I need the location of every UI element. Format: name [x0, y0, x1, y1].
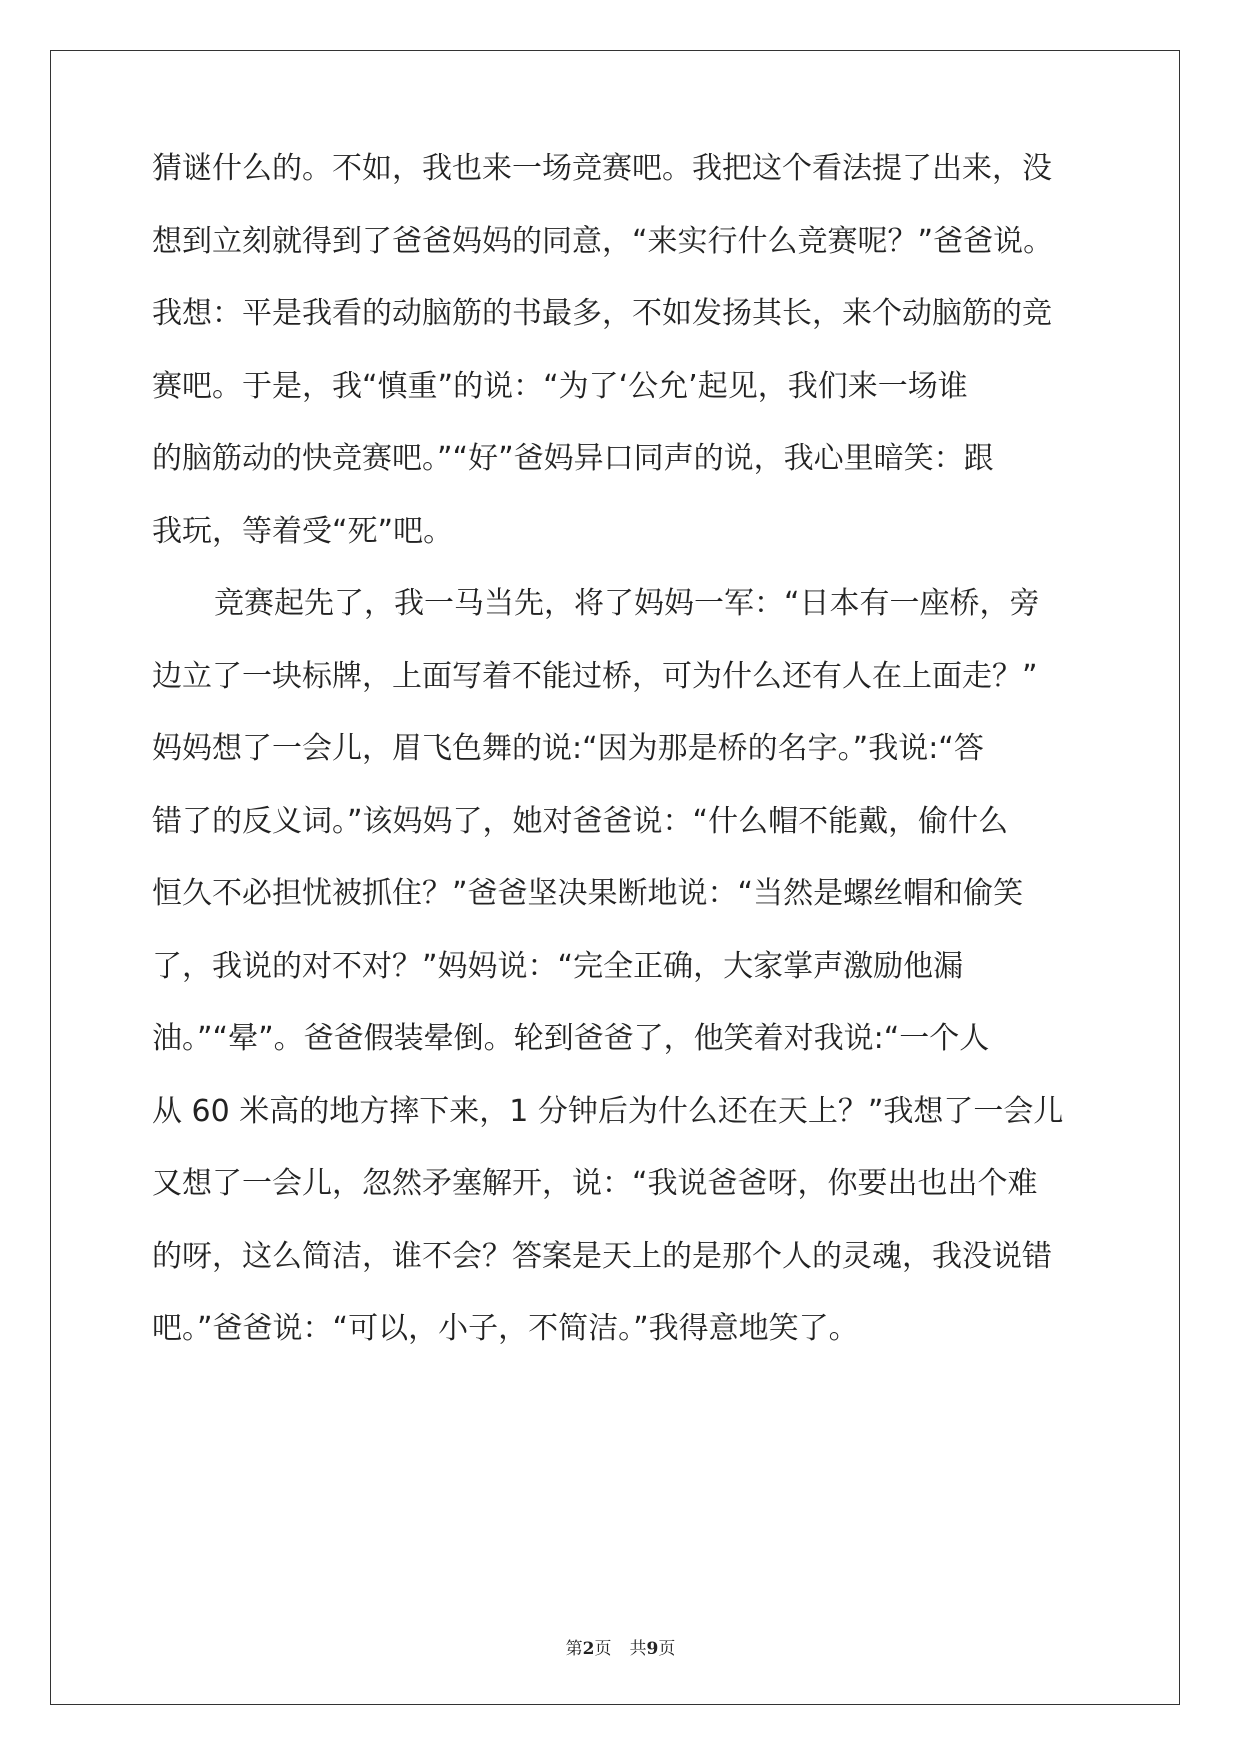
text-line: 从 60 米高的地方摔下来，1 分钟后为什么还在天上？”我想了一会儿	[152, 1094, 1064, 1129]
text-line: 吧。”爸爸说：“可以，小子，不简洁。”我得意地笑了。	[152, 1311, 859, 1346]
text-line: 的呀，这么简洁，谁不会？答案是天上的是那个人的灵魂，我没说错	[152, 1239, 1052, 1274]
text-line: 边立了一块标牌，上面写着不能过桥，可为什么还有人在上面走？”	[152, 659, 1038, 694]
text-line: 了，我说的对不对？”妈妈说：“完全正确，大家掌声激励他漏	[152, 949, 964, 984]
page-total: 共9页	[629, 1639, 676, 1659]
text-line: 又想了一会儿，忽然矛塞解开，说：“我说爸爸呀，你要出也出个难	[152, 1166, 1038, 1201]
page-footer	[0, 1637, 1241, 1661]
text-line: 我想：平是我看的动脑筋的书最多，不如发扬其长，来个动脑筋的竞	[152, 296, 1052, 331]
text-line: 油。”“晕”。爸爸假装晕倒。轮到爸爸了，他笑着对我说:“一个人	[152, 1021, 990, 1056]
text-line: 我玩，等着受“死”吧。	[152, 514, 454, 549]
text-line: 猜谜什么的。不如，我也来一场竞赛吧。我把这个看法提了出来，没	[152, 151, 1052, 186]
text-line: 恒久不必担忧被抓住？”爸爸坚决果断地说：“当然是螺丝帽和偷笑	[152, 876, 1024, 911]
text-line: 想到立刻就得到了爸爸妈妈的同意，“来实行什么竞赛呢？”爸爸说。	[152, 224, 1054, 259]
text-line: 的脑筋动的快竞赛吧。”“好”爸妈异口同声的说，我心里暗笑：跟	[152, 441, 994, 476]
text-line: 竞赛起先了，我一马当先，将了妈妈一军：“日本有一座桥，旁	[214, 586, 1040, 621]
text-line: 赛吧。于是，我“慎重”的说：“为了‘公允’起见，我们来一场谁	[152, 369, 968, 404]
page-number: 第2页	[565, 1639, 612, 1659]
text-line: 妈妈想了一会儿，眉飞色舞的说:“因为那是桥的名字。”我说:“答	[152, 731, 984, 766]
text-line: 错了的反义词。”该妈妈了，她对爸爸说：“什么帽不能戴，偷什么	[152, 804, 1009, 839]
